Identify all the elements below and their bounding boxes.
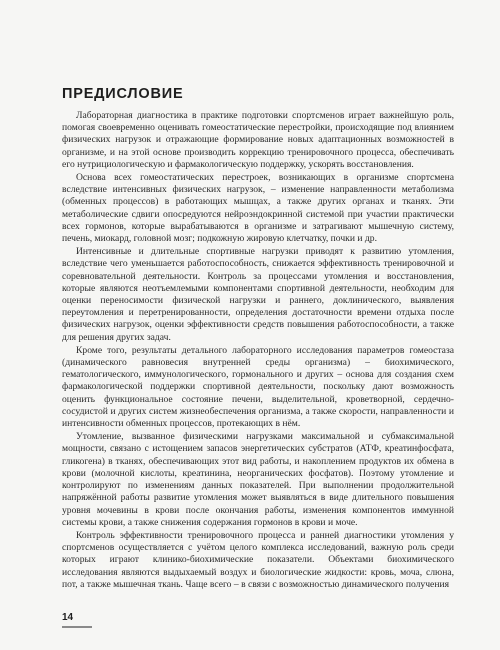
paragraph-4: Кроме того, результаты детального лабораторного исследования параметров гомеостаза (динамического равновесия внутренней среды организма) – биохимического, гематологического, иммунологического, гормонального и других – основа для создания схем фармакологической поддержки спортивной деятельности, поскольку дают возможность оценить функциональное состояние печени, выделительной, кроветворной, сердечно-сосудистой и других систем жизнеобеспечения организма, а также скорости, направленности и интенсивности обменных процессов, протекающих в нём. bbox=[62, 344, 454, 430]
body-text bbox=[62, 110, 454, 592]
paragraph-2: Основа всех гомеостатических перестроек, возникающих в организме спортсмена вследствие интенсивных физических нагрузок, – изменение направленности метаболизма (обменных процессов) в работающих мышцах, а также других органах и тканях. Эти метаболические сдвиги опосредуются нейроэндокринной системой при участии практически всех гормонов, которые вырабатываются в организме и затрагивают мышечную систему, печень, миокард, головной мозг; подкожную жировую клетчатку, почки и др. bbox=[62, 172, 454, 245]
paragraph-5: Утомление, вызванное физическими нагрузками максимальной и субмаксимальной мощности, связано с истощением запасов энергетических субстратов (АТФ, креатинфосфата, гликогена) в тканях, обеспечивающих этот вид работы, и накоплением продуктов их обмена в крови (молочной кислоты, креатинина, неорганических фосфатов). Поэтому утомление и контролируют по изменениям данных показателей. При выполнении продолжительной напряжённой работы развитие утомления может выявляться в виде длительного повышения уровня мочевины в крови после окончания работы, изменения компонентов иммунной системы крови, а также снижения содержания гормонов в крови и моче. bbox=[62, 431, 454, 528]
paragraph-6: Контроль эффективности тренировочного процесса и ранней диагностики утомления у спортсменов осуществляется с учётом целого комплекса исследований, важную роль среди которых играют клинико-биохимические показатели. Объектами биохимического исследования являются выдыхаемый воздух и биологические жидкости: кровь, моча, слюна, пот, а также мышечная ткань. Чаще всего – в связи с возможностью динамического получения bbox=[62, 529, 454, 590]
page-title: ПРЕДИСЛОВИЕ bbox=[62, 86, 184, 102]
page-number-rule bbox=[62, 626, 92, 628]
page-number: 14 bbox=[62, 612, 74, 623]
paragraph-3: Интенсивные и длительные спортивные нагрузки приводят к развитию утомления, вследствие чего уменьшается работоспособность, снижается эффективность тренировочной и соревновательной деятельности. Контроль за процессами утомления и восстановления, которые являются неотъемлемыми компонентами спортивной деятельности, необходим для оценки переносимости физической нагрузки и раннего, доклинического, выявления переутомления и перетренированности, определения достаточности времени отдыха после физических нагрузок, оценки эффективности средств повышения работоспособности, а также для решения других задач. bbox=[62, 246, 454, 343]
paragraph-1: Лабораторная диагностика в практике подготовки спортсменов играет важнейшую роль, помогая своевременно оценивать гомеостатические перестройки, происходящие под влиянием физических нагрузок и отражающие формирование новых адаптационных возможностей в организме, и на этой основе производить коррекцию тренировочного процесса, обеспечивать его нутрициологическую и фармакологическую поддержку, ускорять восстановления. bbox=[62, 110, 454, 170]
